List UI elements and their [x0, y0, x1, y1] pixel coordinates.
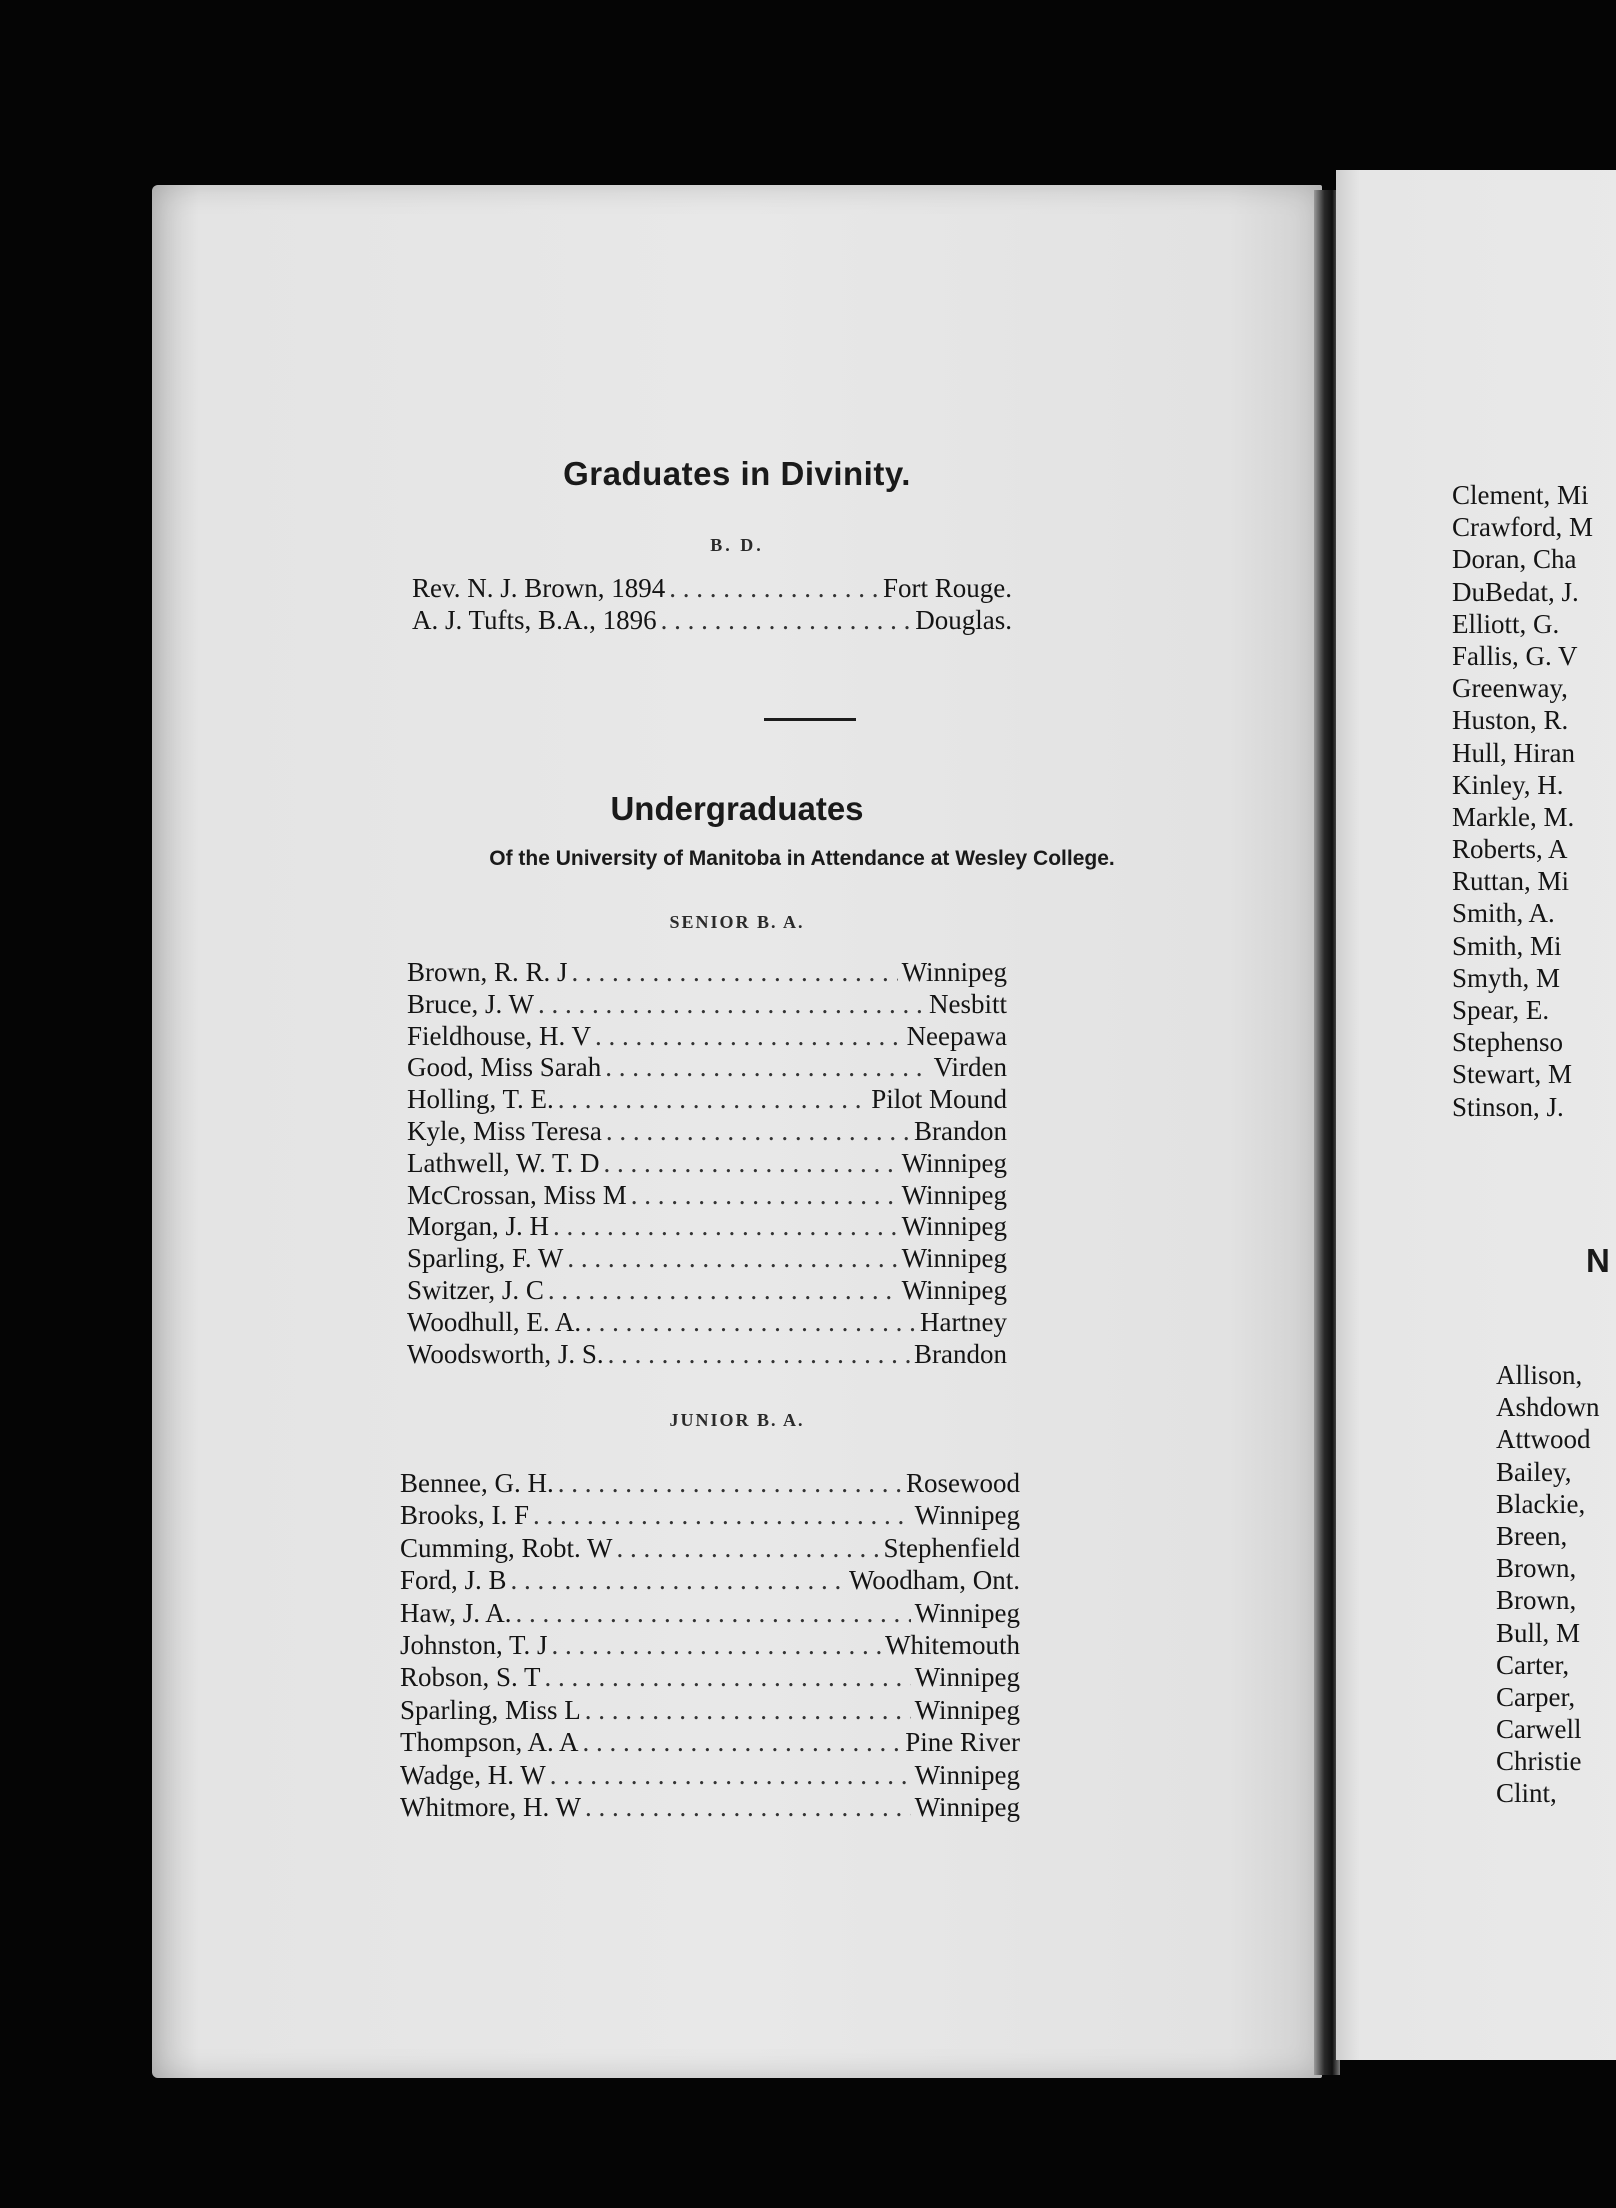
list-item: Brown, — [1496, 1553, 1577, 1584]
list-item: Hull, Hiran — [1452, 737, 1575, 768]
entry-place: Virden — [933, 1052, 1007, 1083]
list-item — [407, 1307, 1007, 1339]
list-item — [407, 989, 1007, 1021]
entry-name: Brooks, I. F — [400, 1500, 530, 1531]
entry-name: Johnston, T. J — [400, 1629, 548, 1660]
entry-name: Brown, R. R. J — [407, 957, 568, 987]
right-page-upper-list — [1452, 480, 1593, 1124]
list-item: Ruttan, Mi — [1452, 866, 1570, 897]
entry-place: Whitemouth — [885, 1629, 1020, 1660]
list-item — [400, 1565, 1020, 1597]
entry-place: Winnipeg — [914, 1759, 1020, 1790]
entry-name: Holling, T. E. — [407, 1084, 554, 1115]
leader-dots — [533, 1500, 911, 1531]
entry-place: Rosewood — [906, 1468, 1020, 1498]
list-item — [400, 1695, 1020, 1727]
left-page — [152, 185, 1322, 2078]
leader-dots — [558, 1084, 867, 1115]
list-item: Greenway, — [1452, 673, 1568, 704]
leader-dots — [545, 1662, 911, 1693]
senior-ba-list — [407, 957, 1007, 1370]
list-item: Allison, — [1496, 1360, 1583, 1390]
entry-name: Cumming, Robt. W — [400, 1532, 613, 1563]
list-item: Smith, A. — [1452, 898, 1555, 929]
list-item: Attwood — [1496, 1424, 1591, 1455]
list-item — [407, 1084, 1007, 1116]
entry-name: Good, Miss Sarah — [407, 1052, 602, 1083]
entry-name: Fieldhouse, H. V — [407, 1020, 592, 1051]
leader-dots — [553, 1211, 898, 1242]
entry-name: Kyle, Miss Teresa — [407, 1115, 602, 1146]
leader-dots — [550, 1760, 911, 1791]
entry-name: Sparling, Miss L — [400, 1694, 581, 1725]
entry-name: Rev. N. J. Brown, 1894 — [412, 573, 666, 603]
entry-name: Ford, J. B — [400, 1565, 507, 1596]
list-item — [407, 1116, 1007, 1148]
list-item — [400, 1598, 1020, 1630]
list-item — [412, 573, 1012, 605]
leader-dots — [669, 573, 879, 604]
entry-name: A. J. Tufts, B.A., 1896 — [412, 605, 657, 635]
list-item — [400, 1500, 1020, 1532]
list-item: Smyth, M — [1452, 962, 1561, 993]
leader-dots — [605, 1052, 929, 1083]
leader-dots — [548, 1275, 898, 1306]
leader-dots — [558, 1468, 902, 1499]
leader-dots — [661, 605, 912, 636]
list-item — [407, 1148, 1007, 1180]
list-item: Kinley, H. — [1452, 769, 1564, 800]
list-item: Doran, Cha — [1452, 544, 1577, 575]
list-item: Stewart, M — [1452, 1059, 1572, 1090]
leader-dots — [585, 1695, 911, 1726]
entry-place: Hartney — [920, 1306, 1007, 1337]
list-item: Clint, — [1496, 1778, 1557, 1809]
entry-place: Douglas. — [915, 605, 1012, 635]
leader-dots — [567, 1243, 897, 1274]
list-item — [400, 1468, 1020, 1500]
entry-name: McCrossan, Miss M — [407, 1179, 627, 1210]
list-item: Stephenso — [1452, 1027, 1563, 1058]
entry-place: Woodham, Ont. — [848, 1565, 1020, 1596]
entry-place: Fort Rouge. — [882, 573, 1012, 603]
entry-place: Winnipeg — [901, 1211, 1007, 1242]
junior-ba-heading: JUNIOR B. A. — [669, 1410, 805, 1430]
leader-dots — [511, 1565, 845, 1596]
entry-place: Brandon — [914, 1115, 1007, 1146]
entry-place: Neepawa — [906, 1020, 1007, 1051]
entry-place: Winnipeg — [914, 1791, 1020, 1822]
leader-dots — [585, 1307, 916, 1338]
leader-dots — [617, 1533, 880, 1564]
list-item: Blackie, — [1496, 1488, 1586, 1519]
entry-name: Woodsworth, J. S. — [407, 1338, 604, 1369]
list-item: Breen, — [1496, 1520, 1568, 1551]
junior-ba-list — [400, 1468, 1020, 1824]
list-item: Spear, E. — [1452, 995, 1550, 1025]
leader-dots — [516, 1598, 911, 1629]
entry-place: Winnipeg — [914, 1597, 1020, 1628]
undergraduates-subtitle: Of the University of Manitoba in Attendance at Wesley College. — [489, 847, 1115, 870]
list-item: Roberts, A — [1452, 834, 1568, 865]
list-item — [400, 1792, 1020, 1824]
list-item — [407, 1052, 1007, 1084]
list-item — [407, 1021, 1007, 1053]
right-page — [1336, 170, 1616, 2060]
section-divider — [764, 718, 856, 721]
list-item: Crawford, M — [1452, 512, 1593, 543]
right-page-lower-list — [1496, 1360, 1600, 1811]
leader-dots — [603, 1148, 897, 1179]
entry-place: Winnipeg — [901, 957, 1007, 987]
entry-place: Winnipeg — [914, 1500, 1020, 1531]
senior-ba-heading: SENIOR B. A. — [669, 912, 805, 932]
entry-name: Robson, S. T — [400, 1662, 541, 1693]
list-item — [400, 1533, 1020, 1565]
list-item: Carter, — [1496, 1649, 1570, 1680]
list-item: Brown, — [1496, 1585, 1577, 1616]
leader-dots — [608, 1339, 910, 1370]
list-item — [407, 1243, 1007, 1275]
list-item: Smith, Mi — [1452, 930, 1562, 961]
entry-name: Whitmore, H. W — [400, 1791, 581, 1822]
entry-place: Brandon — [914, 1338, 1007, 1369]
divinity-title: Graduates in Divinity. — [563, 455, 911, 492]
list-item — [407, 957, 1007, 989]
entry-name: Wadge, H. W — [400, 1759, 546, 1790]
list-item — [400, 1662, 1020, 1694]
leader-dots — [552, 1630, 881, 1661]
list-item: Clement, Mi — [1452, 480, 1589, 510]
entry-name: Bruce, J. W — [407, 988, 534, 1019]
divinity-list — [412, 573, 1012, 637]
list-item: Ashdown — [1496, 1392, 1600, 1423]
list-item: Carwell — [1496, 1714, 1582, 1745]
list-item: Fallis, G. V — [1452, 640, 1578, 671]
list-item — [407, 1211, 1007, 1243]
entry-place: Winnipeg — [914, 1694, 1020, 1725]
entry-name: Thompson, A. A — [400, 1727, 579, 1758]
bd-heading: B. D. — [710, 535, 764, 555]
entry-name: Sparling, F. W — [407, 1243, 564, 1274]
list-item: Huston, R. — [1452, 705, 1569, 736]
undergraduates-title: Undergraduates — [610, 790, 864, 827]
list-item: Carper, — [1496, 1681, 1576, 1712]
leader-dots — [585, 1792, 911, 1823]
list-item — [412, 605, 1012, 637]
leader-dots — [606, 1116, 910, 1147]
entry-name: Lathwell, W. T. D — [407, 1147, 600, 1178]
list-item: Bull, M — [1496, 1617, 1581, 1648]
list-item — [407, 1275, 1007, 1307]
entry-place: Pine River — [905, 1727, 1020, 1758]
entry-name: Switzer, J. C — [407, 1274, 544, 1305]
entry-place: Pilot Mound — [871, 1084, 1007, 1115]
leader-dots — [595, 1021, 903, 1052]
list-item: Elliott, G. — [1452, 608, 1560, 639]
list-item: Bailey, — [1496, 1456, 1572, 1487]
entry-place: Winnipeg — [901, 1179, 1007, 1210]
leader-dots — [538, 989, 925, 1020]
entry-place: Winnipeg — [914, 1662, 1020, 1693]
entry-name: Woodhull, E. A. — [407, 1306, 582, 1337]
entry-place: Winnipeg — [901, 1274, 1007, 1305]
list-item: Stinson, J. — [1452, 1091, 1564, 1122]
leader-dots — [631, 1180, 898, 1211]
list-item — [400, 1630, 1020, 1662]
entry-place: Winnipeg — [901, 1147, 1007, 1178]
entry-place: Stephenfield — [883, 1532, 1020, 1563]
list-item — [400, 1727, 1020, 1759]
list-item — [407, 1180, 1007, 1212]
entry-name: Bennee, G. H. — [400, 1468, 554, 1498]
leader-dots — [583, 1727, 902, 1758]
entry-place: Winnipeg — [901, 1243, 1007, 1274]
entry-name: Morgan, J. H — [407, 1211, 550, 1242]
entry-place: Nesbitt — [929, 988, 1007, 1019]
right-page-heading: N — [1586, 1242, 1610, 1279]
entry-name: Haw, J. A. — [400, 1597, 512, 1628]
list-item: Christie — [1496, 1746, 1582, 1777]
leader-dots — [572, 957, 898, 988]
list-item: Markle, M. — [1452, 801, 1575, 832]
list-item — [400, 1760, 1020, 1792]
list-item: DuBedat, J. — [1452, 576, 1579, 607]
list-item — [407, 1339, 1007, 1371]
